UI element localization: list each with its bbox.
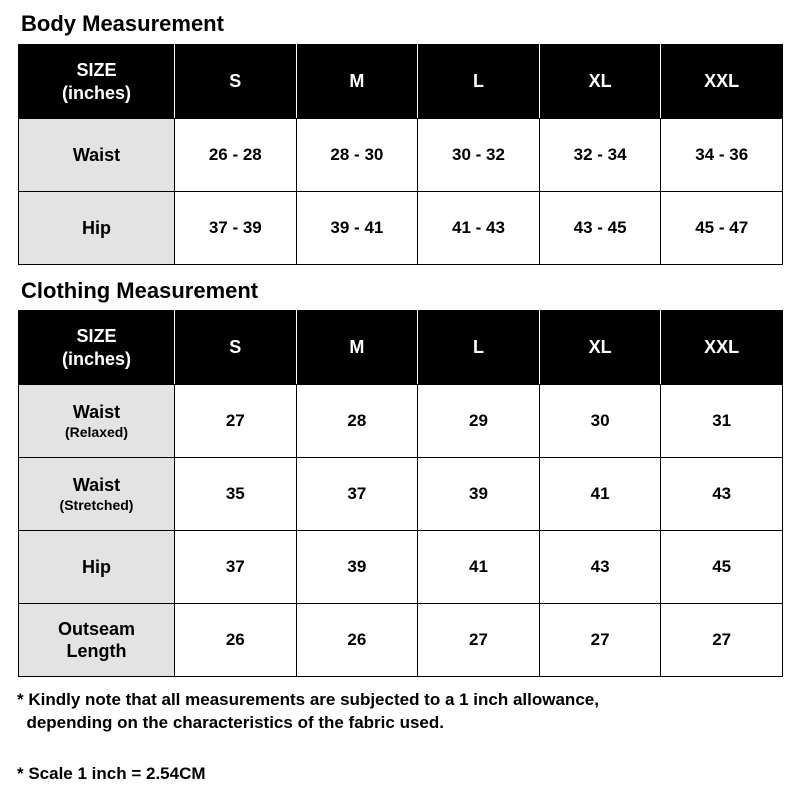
allowance-note xyxy=(17,688,599,734)
row-label-hip xyxy=(19,531,175,604)
row-label-text: Hip xyxy=(82,557,111,577)
body-measurement-title: Body Measurement xyxy=(21,11,224,36)
size-column-xl: XL xyxy=(539,311,661,385)
value-cell: 41 xyxy=(418,531,540,604)
size-column-l: L xyxy=(418,311,540,385)
clothing-measurement-title: Clothing Measurement xyxy=(21,278,259,303)
size-header-unit: (inches) xyxy=(61,82,131,103)
value-cell: 43 xyxy=(539,531,661,604)
value-cell: 39 - 41 xyxy=(296,192,418,265)
size-column-xl: XL xyxy=(539,45,661,119)
table-row xyxy=(19,604,783,677)
size-header-unit: (inches) xyxy=(61,348,131,369)
allowance-note-line2: depending on the characteristics of the fabric used. xyxy=(17,713,444,732)
row-label-subtext: (Relaxed) xyxy=(64,424,129,440)
body-measurement-table xyxy=(18,44,783,265)
value-cell: 28 xyxy=(296,385,418,458)
row-label-text: Waist xyxy=(72,475,121,495)
table-row xyxy=(19,385,783,458)
value-cell: 31 xyxy=(661,385,783,458)
table-row xyxy=(19,531,783,604)
value-cell: 29 xyxy=(418,385,540,458)
size-column-s: S xyxy=(175,45,297,119)
value-cell: 37 - 39 xyxy=(175,192,297,265)
row-label-subtext: Length xyxy=(66,641,127,661)
value-cell: 26 xyxy=(175,604,297,677)
value-cell: 35 xyxy=(175,458,297,531)
value-cell: 27 xyxy=(418,604,540,677)
size-column-m: M xyxy=(296,311,418,385)
value-cell: 27 xyxy=(661,604,783,677)
value-cell: 45 - 47 xyxy=(661,192,783,265)
value-cell: 37 xyxy=(175,531,297,604)
value-cell: 37 xyxy=(296,458,418,531)
table-row xyxy=(19,119,783,192)
table-row xyxy=(19,192,783,265)
size-column-m: M xyxy=(296,45,418,119)
value-cell: 41 - 43 xyxy=(418,192,540,265)
row-label-text: Waist xyxy=(72,145,121,165)
size-header-label: SIZE xyxy=(76,325,117,346)
value-cell: 32 - 34 xyxy=(539,119,661,192)
value-cell: 45 xyxy=(661,531,783,604)
table-row xyxy=(19,458,783,531)
size-column-l: L xyxy=(418,45,540,119)
size-header-cell xyxy=(19,45,175,119)
value-cell: 26 xyxy=(296,604,418,677)
value-cell: 34 - 36 xyxy=(661,119,783,192)
value-cell: 28 - 30 xyxy=(296,119,418,192)
value-cell: 27 xyxy=(175,385,297,458)
table-header-row xyxy=(19,311,783,385)
row-label-outseam-length xyxy=(19,604,175,677)
size-column-s: S xyxy=(175,311,297,385)
table-header-row xyxy=(19,45,783,119)
clothing-measurement-table xyxy=(18,310,783,677)
row-label-text: Outseam xyxy=(57,619,136,639)
size-column-xxl: XXL xyxy=(661,45,783,119)
value-cell: 30 xyxy=(539,385,661,458)
value-cell: 43 - 45 xyxy=(539,192,661,265)
row-label-waist-stretched xyxy=(19,458,175,531)
row-label-text: Hip xyxy=(82,218,111,238)
row-label-hip xyxy=(19,192,175,265)
allowance-note-line1: * Kindly note that all measurements are subjected to a 1 inch allowance, xyxy=(17,690,599,709)
value-cell: 27 xyxy=(539,604,661,677)
row-label-waist-relaxed xyxy=(19,385,175,458)
value-cell: 41 xyxy=(539,458,661,531)
value-cell: 39 xyxy=(418,458,540,531)
size-header-cell xyxy=(19,311,175,385)
value-cell: 26 - 28 xyxy=(175,119,297,192)
size-column-xxl: XXL xyxy=(661,311,783,385)
row-label-subtext: (Stretched) xyxy=(59,497,134,513)
value-cell: 39 xyxy=(296,531,418,604)
scale-note: * Scale 1 inch = 2.54CM xyxy=(17,764,206,783)
value-cell: 30 - 32 xyxy=(418,119,540,192)
row-label-waist xyxy=(19,119,175,192)
value-cell: 43 xyxy=(661,458,783,531)
size-header-label: SIZE xyxy=(76,59,117,80)
row-label-text: Waist xyxy=(72,402,121,422)
